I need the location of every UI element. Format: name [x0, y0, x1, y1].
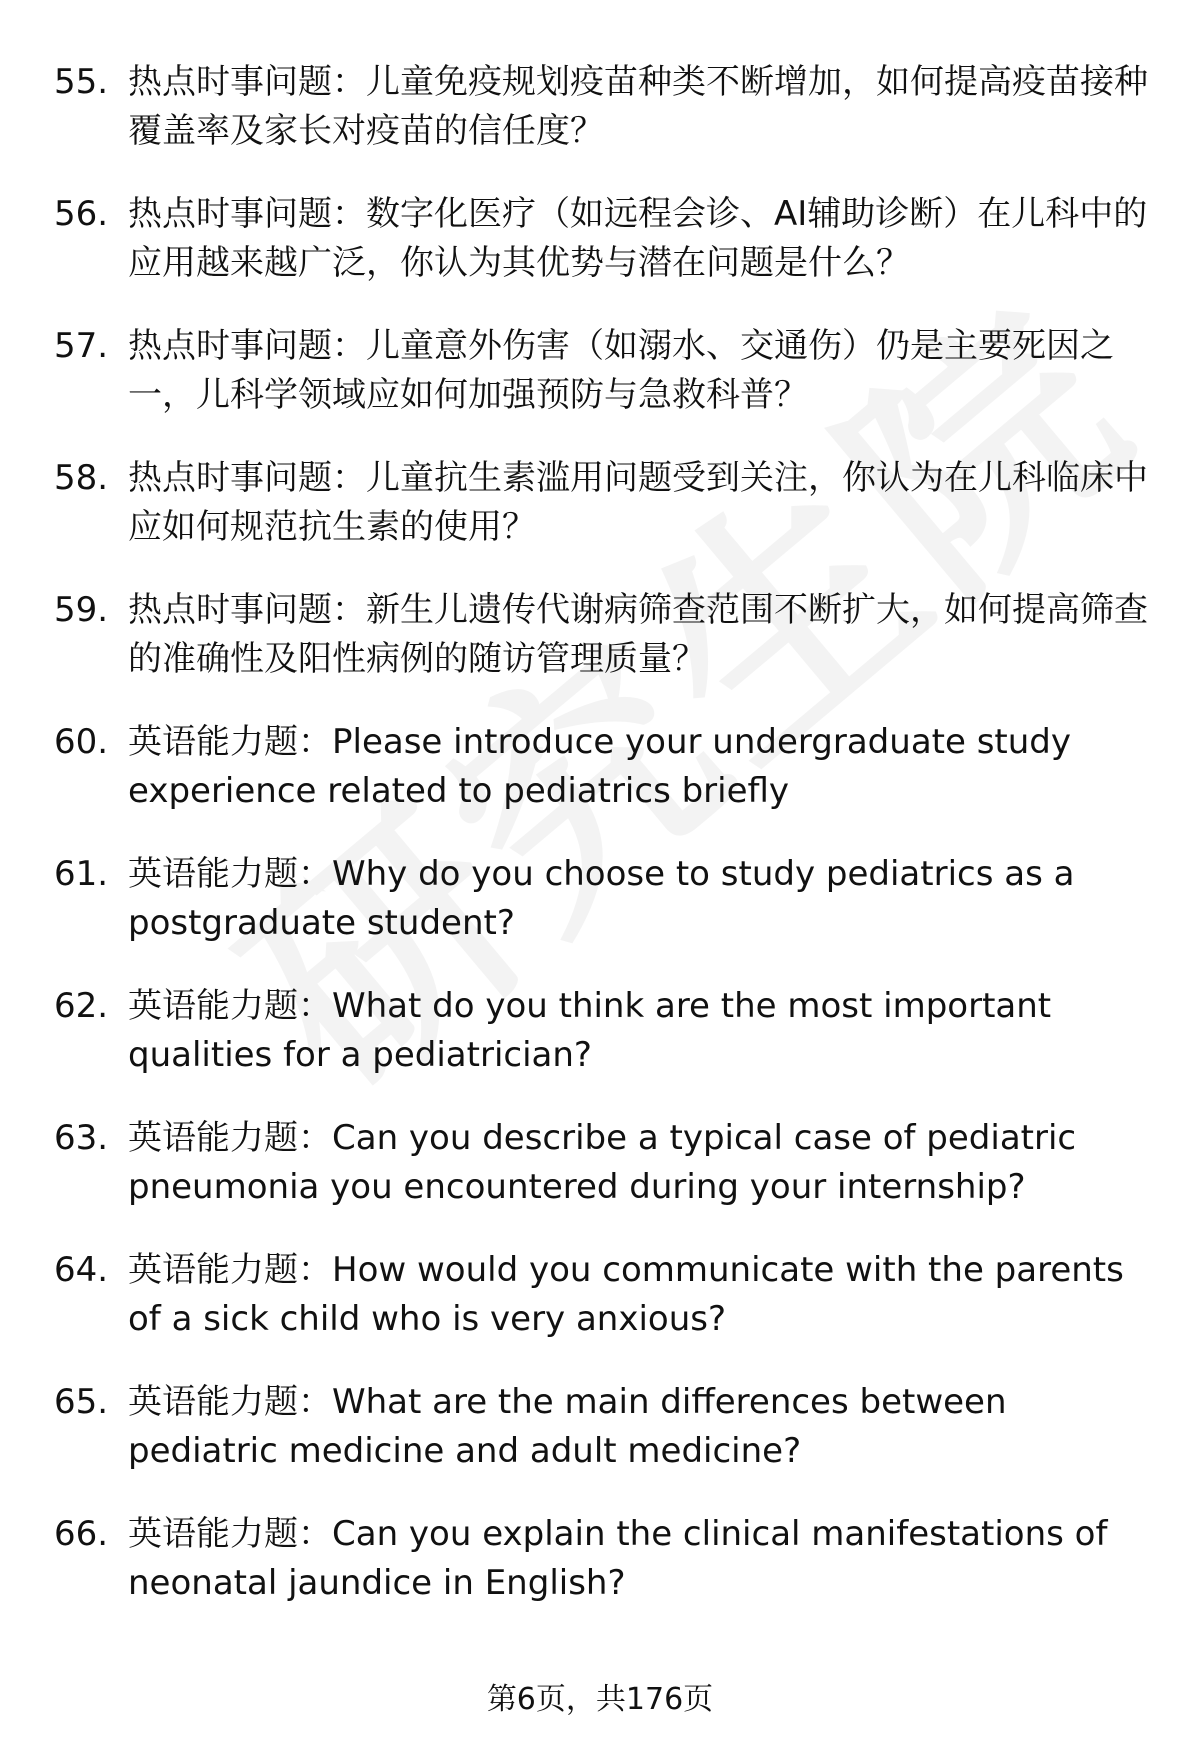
question-item	[54, 1246, 1164, 1378]
question-text: 英语能力题：Can you describe a typical case of pediatric pneumonia you encountered during your internship?	[128, 1118, 1077, 1207]
question-number: 64.	[54, 1250, 109, 1290]
question-number: 57.	[54, 326, 109, 366]
question-text: 热点时事问题：数字化医疗（如远程会诊、AI辅助诊断）在儿科中的应用越来越广泛，你认为其优势与潜在问题是什么？	[128, 194, 1148, 283]
question-item	[54, 322, 1164, 454]
question-text: 英语能力题：Please introduce your undergraduate study experience related to pediatrics briefly	[128, 722, 1072, 811]
question-text: 英语能力题：What do you think are the most important qualities for a pediatrician?	[128, 986, 1052, 1075]
question-text: 热点时事问题：儿童意外伤害（如溺水、交通伤）仍是主要死因之一，儿科学领域应如何加强预防与急救科普？	[128, 326, 1114, 415]
question-number: 61.	[54, 854, 109, 894]
question-text: 热点时事问题：新生儿遗传代谢病筛查范围不断扩大，如何提高筛查的准确性及阳性病例的随访管理质量？	[128, 590, 1148, 679]
question-item	[54, 850, 1164, 982]
question-text: 英语能力题：How would you communicate with the parents of a sick child who is very anxious?	[128, 1250, 1124, 1339]
question-item	[54, 586, 1164, 718]
question-item	[54, 58, 1164, 190]
question-item	[54, 1378, 1164, 1510]
question-number: 62.	[54, 986, 109, 1026]
question-item	[54, 190, 1164, 322]
question-list	[54, 58, 1164, 1642]
question-number: 63.	[54, 1118, 109, 1158]
question-number: 55.	[54, 62, 109, 102]
question-text: 热点时事问题：儿童抗生素滥用问题受到关注，你认为在儿科临床中应如何规范抗生素的使用？	[128, 458, 1148, 547]
question-text: 热点时事问题：儿童免疫规划疫苗种类不断增加，如何提高疫苗接种覆盖率及家长对疫苗的信任度？	[128, 62, 1148, 151]
question-number: 56.	[54, 194, 109, 234]
question-number: 65.	[54, 1382, 109, 1422]
question-number: 59.	[54, 590, 109, 630]
question-number: 58.	[54, 458, 109, 498]
question-number: 60.	[54, 722, 109, 762]
question-text: 英语能力题：Why do you choose to study pediatrics as a postgraduate student?	[128, 854, 1075, 943]
question-text: 英语能力题：What are the main differences between pediatric medicine and adult medicine?	[128, 1382, 1007, 1471]
question-number: 66.	[54, 1514, 109, 1554]
question-item	[54, 1510, 1164, 1642]
page-footer: 第6页，共176页	[486, 1682, 714, 1717]
question-item	[54, 454, 1164, 586]
question-item	[54, 1114, 1164, 1246]
question-text: 英语能力题：Can you explain the clinical manifestations of neonatal jaundice in English?	[128, 1514, 1108, 1603]
question-item	[54, 718, 1164, 850]
question-item	[54, 982, 1164, 1114]
